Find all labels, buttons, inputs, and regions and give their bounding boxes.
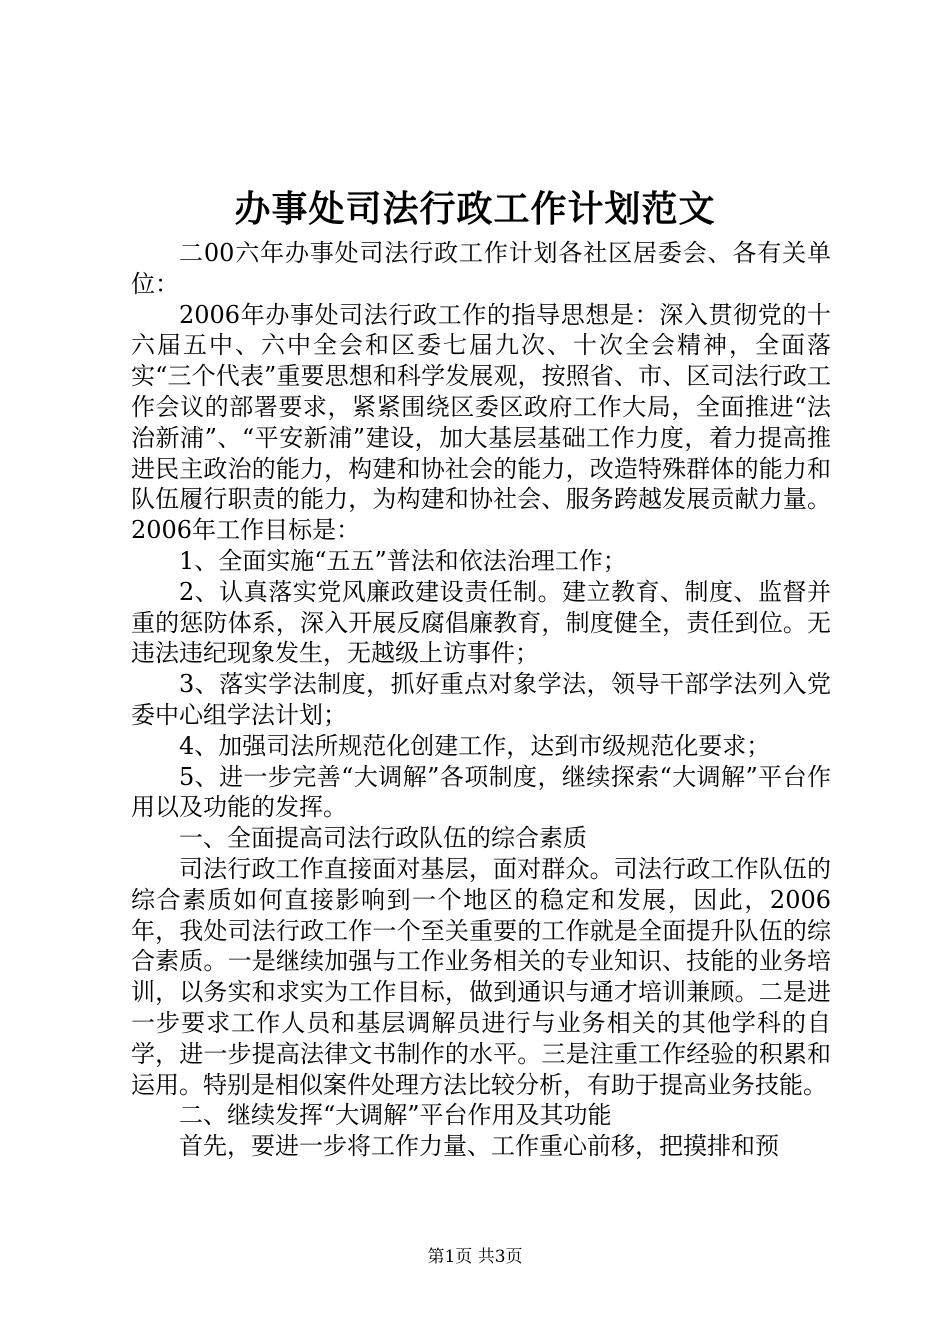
page-number-footer: 第1页 共3页	[427, 1247, 523, 1267]
paragraph-goal-4: 4、加强司法所规范化创建工作，达到市级规范化要求；	[179, 731, 771, 760]
paragraph-section-2: 首先，要进一步将工作力量、工作重心前移，把摸排和预	[179, 1132, 779, 1161]
paragraph-goal-2: 2、认真落实党风廉政建设责任制。建立教育、制度、监督并重的惩防体系，深入开展反腐倡廉教育，制度健全，责任到位。无违法违纪现象发生，无越级上访事件；	[131, 577, 831, 668]
section-heading-1: 一、全面提高司法行政队伍的综合素质	[179, 824, 587, 853]
paragraph-goal-3: 3、落实学法制度，抓好重点对象学法，领导干部学法列入党委中心组学法计划；	[131, 670, 831, 729]
document-title: 办事处司法行政工作计划范文	[234, 188, 716, 230]
document-body	[131, 238, 831, 1162]
paragraph-guiding-thought: 2006年办事处司法行政工作的指导思想是：深入贯彻党的十六届五中、六中全会和区委七届九次、十次全会精神，全面落实“三个代表”重要思想和科学发展观，按照省、市、区司法行政工作会议的部署要求，紧紧围绕区委区政府工作大局，全面推进“法治新浦”、“平安新浦”建设，加大基层基础工作力度，着力提高推进民主政治的能力，构建和协社会的能力，改造特殊群体的能力和队伍履行职责的能力，为构建和协社会、服务跨越发展贡献力量。2006年工作目标是：	[131, 300, 831, 545]
paragraph-goal-1: 1、全面实施“五五”普法和依法治理工作；	[179, 546, 627, 575]
paragraph-goal-5: 5、进一步完善“大调解”各项制度，继续探索“大调解”平台作用以及功能的发挥。	[131, 762, 831, 822]
paragraph-salutation: 二00六年办事处司法行政工作计划各社区居委会、各有关单位：	[131, 239, 831, 298]
paragraph-section-1: 司法行政工作直接面对基层，面对群众。司法行政工作队伍的综合素质如何直接影响到一个地区的稳定和发展，因此，2006年，我处司法行政工作一个至关重要的工作就是全面提升队伍的综合素质。一是继续加强与工作业务相关的专业知识、技能的业务培训，以务实和求实为工作目标，做到通识与通才培训兼顾。二是进一步要求工作人员和基层调解员进行与业务相关的其他学科的自学，进一步提高法律文书制作的水平。三是注重工作经验的积累和运用。特别是相似案件处理方法比较分析，有助于提高业务技能。	[131, 854, 831, 1099]
section-heading-2: 二、继续发挥“大调解”平台作用及其功能	[179, 1101, 612, 1130]
